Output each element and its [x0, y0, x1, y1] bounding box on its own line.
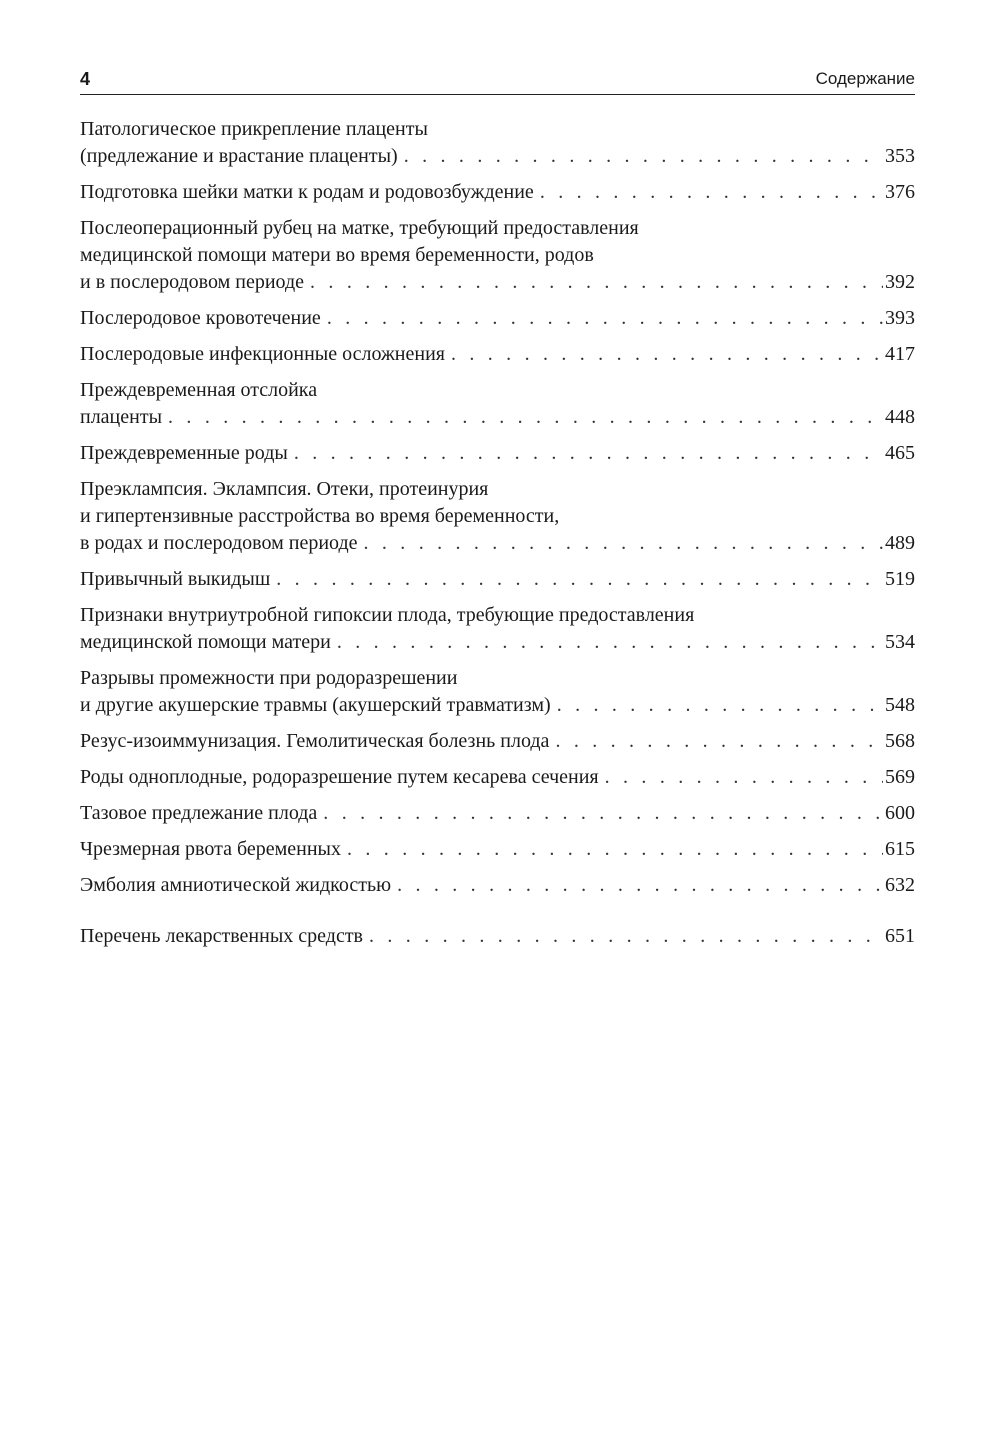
toc-entry-last-line	[80, 404, 915, 431]
toc-entry[interactable]	[80, 116, 915, 170]
toc-entry-title-line: Патологическое прикрепление плаценты	[80, 118, 428, 140]
toc-entry-last-line	[80, 629, 915, 656]
dot-leader	[347, 836, 883, 863]
toc-entry-last-line	[80, 269, 915, 296]
toc-entry-last-line	[80, 836, 915, 863]
toc-page-number[interactable]: 568	[885, 730, 915, 752]
page-number: 4	[80, 69, 91, 89]
toc-page-number[interactable]: 569	[885, 766, 915, 788]
toc-entry-last-line	[80, 143, 915, 170]
toc-entry-last-line	[80, 764, 915, 791]
dot-leader	[404, 143, 883, 170]
toc-entry[interactable]	[80, 923, 915, 950]
toc-entry-last-line	[80, 440, 915, 467]
toc-entry-last-line	[80, 800, 915, 827]
toc-entry-title-line: Эмболия амниотической жидкостью	[80, 874, 392, 896]
toc-entry[interactable]	[80, 566, 915, 593]
dot-leader	[294, 440, 883, 467]
page-header	[80, 66, 915, 95]
running-title: Содержание	[815, 69, 915, 88]
dot-leader	[451, 341, 883, 368]
toc-entry-title-line: медицинской помощи матери во время беременности, родов	[80, 244, 594, 266]
dot-leader	[168, 404, 883, 431]
toc-entry-title-line: и другие акушерские травмы (акушерский травматизм)	[80, 694, 551, 716]
toc-entry-title-line: Послеродовые инфекционные осложнения	[80, 343, 445, 365]
toc-entry-title-line: плаценты	[80, 406, 163, 428]
table-of-contents	[80, 116, 915, 959]
toc-entry[interactable]	[80, 800, 915, 827]
toc-entry[interactable]	[80, 602, 915, 656]
toc-page-number[interactable]: 353	[885, 145, 915, 167]
toc-entry-title-line: Чрезмерная рвота беременных	[80, 838, 341, 860]
toc-page-number[interactable]: 489	[885, 532, 915, 554]
toc-entry-last-line	[80, 692, 915, 719]
toc-entry-title-line: Перечень лекарственных средств	[80, 925, 363, 947]
toc-entry-title-line: медицинской помощи матери	[80, 631, 331, 653]
dot-leader	[327, 305, 883, 332]
toc-page-number[interactable]: 632	[885, 874, 915, 896]
toc-entry-title-line: Преждевременные роды	[80, 442, 288, 464]
toc-entry-last-line	[80, 530, 915, 557]
toc-entry[interactable]	[80, 377, 915, 431]
toc-entry[interactable]	[80, 872, 915, 899]
dot-leader	[323, 800, 883, 827]
toc-entry-title-line: Подготовка шейки матки к родам и родовозбуждение	[80, 181, 534, 203]
toc-page-number[interactable]: 615	[885, 838, 915, 860]
toc-entry-title-line: Признаки внутриутробной гипоксии плода, требующие предоставления	[80, 604, 695, 626]
toc-entry-title-line: Послеоперационный рубец на матке, требующий предоставления	[80, 217, 639, 239]
toc-entry-title-line: и в послеродовом периоде	[80, 271, 305, 293]
dot-leader	[310, 269, 883, 296]
dot-leader	[540, 179, 883, 206]
toc-entry-title-line: и гипертензивные расстройства во время беременности,	[80, 505, 560, 527]
toc-entry[interactable]	[80, 440, 915, 467]
toc-page-number[interactable]: 548	[885, 694, 915, 716]
toc-entry[interactable]	[80, 305, 915, 332]
toc-page-number[interactable]: 417	[885, 343, 915, 365]
dot-leader	[276, 566, 883, 593]
dot-leader	[337, 629, 883, 656]
toc-entry[interactable]	[80, 341, 915, 368]
toc-entry-title-line: (предлежание и врастание плаценты)	[80, 145, 398, 167]
toc-entry[interactable]	[80, 215, 915, 296]
toc-entry[interactable]	[80, 764, 915, 791]
toc-entry-title-line: Тазовое предлежание плода	[80, 802, 318, 824]
toc-entry-last-line	[80, 728, 915, 755]
dot-leader	[369, 923, 883, 950]
toc-page-number[interactable]: 651	[885, 925, 915, 947]
toc-entry-last-line	[80, 566, 915, 593]
dot-leader	[397, 872, 883, 899]
toc-page-number[interactable]: 376	[885, 181, 915, 203]
toc-entry-title-line: Разрывы промежности при родоразрешении	[80, 667, 458, 689]
toc-entry[interactable]	[80, 665, 915, 719]
dot-leader	[555, 728, 883, 755]
toc-entry-last-line	[80, 923, 915, 950]
dot-leader	[557, 692, 883, 719]
dot-leader	[605, 764, 883, 791]
toc-page-number[interactable]: 519	[885, 568, 915, 590]
toc-page-number[interactable]: 465	[885, 442, 915, 464]
toc-page-number[interactable]: 534	[885, 631, 915, 653]
toc-page-number[interactable]: 600	[885, 802, 915, 824]
toc-entry-title-line: Послеродовое кровотечение	[80, 307, 321, 329]
toc-entry[interactable]	[80, 836, 915, 863]
toc-entry-last-line	[80, 179, 915, 206]
toc-entry-last-line	[80, 872, 915, 899]
toc-page-number[interactable]: 393	[885, 307, 915, 329]
toc-entry-title-line: Преэклампсия. Эклампсия. Отеки, протеинурия	[80, 478, 489, 500]
toc-entry-title-line: Роды одноплодные, родоразрешение путем кесарева сечения	[80, 766, 599, 788]
toc-entry[interactable]	[80, 476, 915, 557]
toc-entry[interactable]	[80, 728, 915, 755]
toc-page-number[interactable]: 448	[885, 406, 915, 428]
toc-entry-title-line: в родах и послеродовом периоде	[80, 532, 358, 554]
toc-entry-title-line: Преждевременная отслойка	[80, 379, 318, 401]
toc-entry-last-line	[80, 341, 915, 368]
dot-leader	[364, 530, 884, 557]
toc-entry-last-line	[80, 305, 915, 332]
toc-entry[interactable]	[80, 179, 915, 206]
toc-entry-title-line: Резус-изоиммунизация. Гемолитическая болезнь плода	[80, 730, 550, 752]
toc-entry-title-line: Привычный выкидыш	[80, 568, 271, 590]
toc-page-number[interactable]: 392	[885, 271, 915, 293]
